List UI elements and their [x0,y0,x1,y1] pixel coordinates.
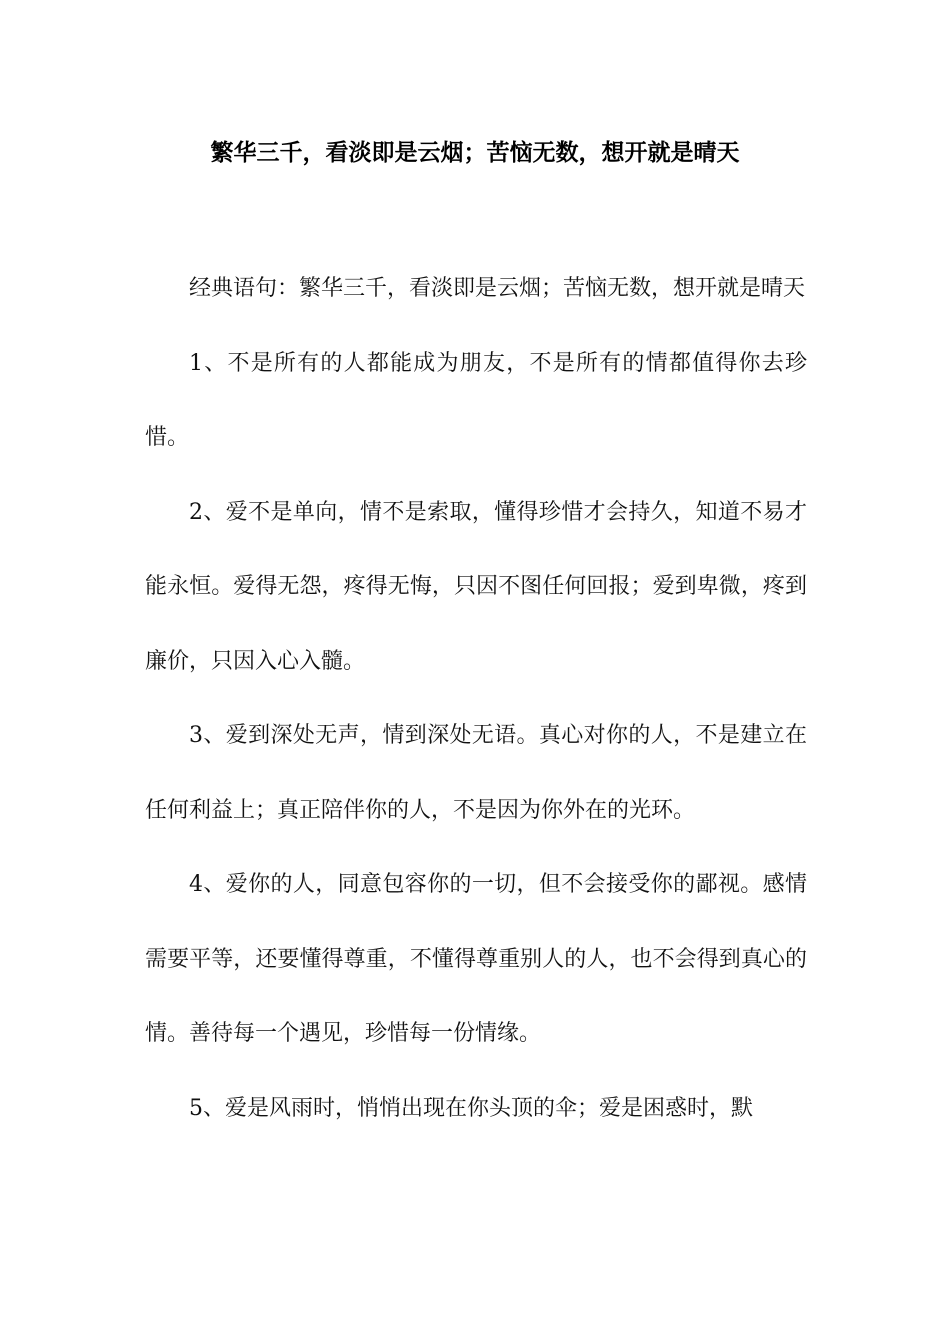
paragraph-1: 1、不是所有的人都能成为朋友，不是所有的情都值得你去珍惜。 [145,350,807,450]
paragraph-3: 3、爱到深处无声，情到深处无语。真心对你的人，不是建立在任何利益上；真正陪伴你的人，不是因为你外在的光环。 [145,723,807,823]
paragraph-5: 5、爱是风雨时，悄悄出现在你头顶的伞；爱是困惑时，默 [189,1095,753,1121]
document-title: 繁华三千，看淡即是云烟；苦恼无数，想开就是晴天 [210,139,740,166]
paragraph-2: 2、爱不是单向，情不是索取，懂得珍惜才会持久，知道不易才能永恒。爱得无怨，疼得无悔，只因不图任何回报；爱到卑微，疼到廉价，只因入心入髓。 [145,499,807,674]
paragraph-4: 4、爱你的人，同意包容你的一切，但不会接受你的鄙视。感情需要平等，还要懂得尊重，不懂得尊重别人的人，也不会得到真心的情。善待每一个遇见，珍惜每一份情缘。 [145,872,807,1046]
paragraph-intro: 经典语句：繁华三千，看淡即是云烟；苦恼无数，想开就是晴天 [189,276,806,301]
document-body [145,252,807,1146]
